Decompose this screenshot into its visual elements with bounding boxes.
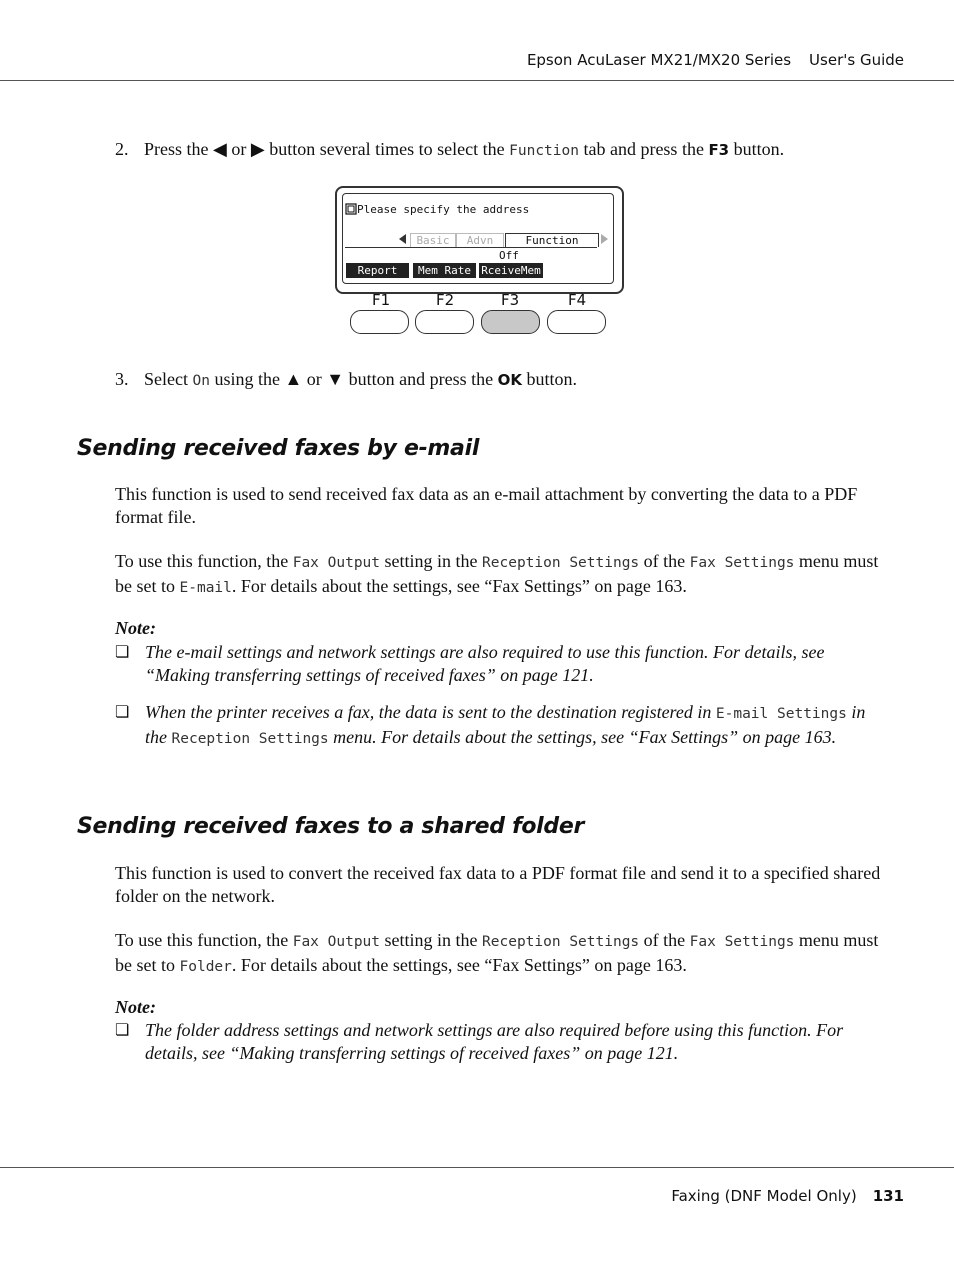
paragraph: This function is used to send received fax data as an e-mail attachment by converting the data to a PDF format file.	[115, 484, 858, 527]
step-text: button.	[521, 369, 577, 389]
note-title: Note:	[115, 997, 156, 1017]
lcd-screen	[342, 193, 614, 284]
down-arrow-icon: ▼	[326, 369, 345, 389]
ok-key-ref: OK	[497, 371, 522, 389]
f3-label: F3	[501, 291, 520, 309]
f3-key-ref: F3	[708, 141, 730, 159]
note-item	[115, 641, 885, 686]
address-icon	[345, 203, 357, 215]
lcd-value: Off	[499, 249, 519, 262]
step-text: button.	[729, 139, 785, 159]
paragraph: To use this function, the Fax Output setting in the Reception Settings of the Fax Settings menu must be set to Folder. For details about the settings, see “Fax Settings” on page 163.	[115, 930, 879, 975]
f3-button[interactable]	[481, 310, 540, 334]
step-3	[115, 368, 577, 392]
header-guide: User's Guide	[809, 51, 904, 69]
header-product: Epson AcuLaser MX21/MX20 Series	[526, 51, 792, 69]
f1-button[interactable]	[350, 310, 409, 334]
paragraph: This function is used to convert the received fax data to a PDF format file and send it to a specified shared folder on the network.	[115, 863, 881, 906]
setting-ref: E-mail Settings	[715, 706, 847, 722]
softkey-receive-mem[interactable]: RceiveMem	[479, 263, 543, 278]
tab-underline	[345, 247, 597, 248]
checkbox-bullet-icon: ❏	[115, 1020, 130, 1039]
step-text: using the	[214, 369, 285, 389]
step-text: or	[226, 139, 251, 159]
note-text: When the printer receives a fax, the data is sent to the destination registered in E-mail Settings in the Reception Settings menu. For details about the settings, see “Fax Settings” on page 163.	[145, 702, 866, 747]
checkbox-bullet-icon: ❏	[115, 702, 130, 721]
tab-basic[interactable]: Basic	[410, 233, 456, 247]
note-item	[115, 701, 885, 750]
note-text: The e-mail settings and network settings are also required to use this function. For details, see “Making transferring settings of received faxes” on page 121.	[145, 642, 825, 685]
setting-ref: Fax Output	[292, 934, 381, 950]
up-arrow-icon: ▲	[284, 369, 303, 389]
softkey-report[interactable]: Report	[346, 263, 409, 278]
function-tab-ref: Function	[509, 143, 579, 159]
on-option-ref: On	[192, 373, 210, 389]
footer-rule	[0, 1167, 954, 1168]
tab-advn[interactable]: Advn	[456, 233, 504, 247]
left-arrow-icon: ◀	[213, 139, 227, 159]
right-arrow-icon: ▶	[250, 139, 265, 159]
step-text: Press the	[144, 139, 213, 159]
setting-ref: Reception Settings	[482, 555, 640, 571]
setting-ref: Fax Settings	[689, 934, 795, 950]
footer-section: Faxing (DNF Model Only)	[671, 1187, 857, 1205]
paragraph: To use this function, the Fax Output setting in the Reception Settings of the Fax Settings menu must be set to E-mail. For details about the settings, see “Fax Settings” on page 163.	[115, 551, 879, 596]
setting-ref: E-mail	[179, 579, 232, 596]
step-text: button and press the	[344, 369, 498, 389]
step-number: 2.	[115, 139, 129, 159]
tab-function[interactable]: Function	[505, 233, 599, 247]
lcd-message	[345, 203, 529, 216]
step-text: button several times to select the	[264, 139, 510, 159]
note-title: Note:	[115, 618, 156, 638]
step-text: Select	[144, 369, 193, 389]
softkey-mem-rate[interactable]: Mem Rate	[413, 263, 476, 278]
setting-ref: Folder	[179, 958, 232, 975]
setting-ref: Fax Output	[292, 555, 381, 571]
page-number: 131	[872, 1187, 904, 1205]
step-number: 3.	[115, 369, 129, 389]
note-item	[115, 1019, 885, 1064]
f4-label: F4	[568, 291, 587, 309]
f1-label: F1	[372, 291, 391, 309]
page-header	[527, 51, 904, 69]
lcd-message-text: Please specify the address	[357, 203, 530, 216]
checkbox-bullet-icon: ❏	[115, 642, 130, 661]
note-text: The folder address settings and network settings are also required before using this function. For details, see “Making transferring settings of received faxes” on page 121.	[145, 1020, 844, 1063]
step-text: tab and press the	[583, 139, 709, 159]
section-heading-folder: Sending received faxes to a shared folder	[77, 814, 585, 839]
tab-left-arrow-icon	[399, 234, 407, 244]
f4-button[interactable]	[547, 310, 606, 334]
f2-button[interactable]	[415, 310, 474, 334]
setting-ref: Reception Settings	[482, 934, 640, 950]
step-2	[115, 138, 784, 162]
f2-label: F2	[436, 291, 455, 309]
setting-ref: Reception Settings	[171, 730, 329, 747]
header-rule	[0, 80, 954, 81]
section-heading-email: Sending received faxes by e-mail	[77, 436, 480, 461]
tab-right-arrow-icon	[601, 234, 609, 244]
page-footer	[671, 1187, 904, 1205]
step-text: or	[302, 369, 327, 389]
setting-ref: Fax Settings	[689, 555, 795, 571]
